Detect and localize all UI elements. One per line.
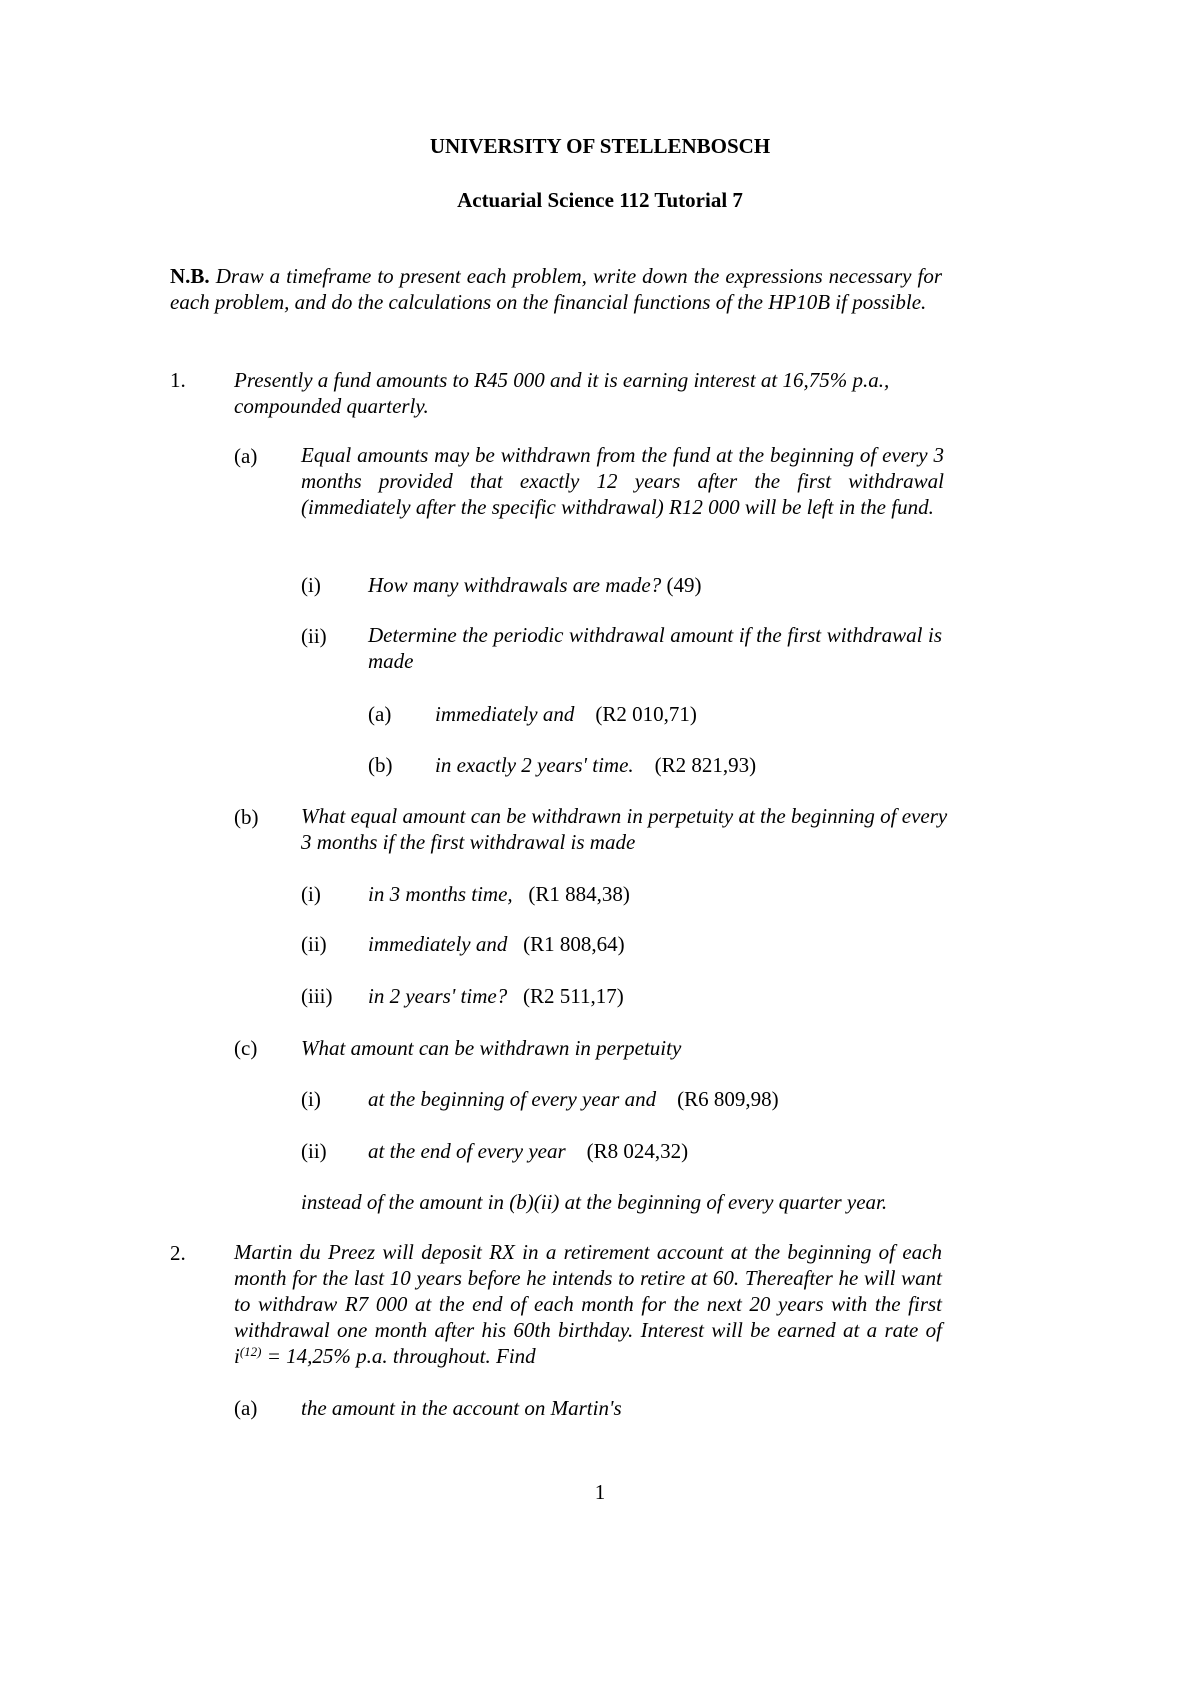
q1cii-item xyxy=(368,1137,944,1165)
page-number: 1 xyxy=(594,1480,606,1504)
q1-intro-line2: compounded quarterly. xyxy=(234,394,429,418)
q1c-closing: instead of the amount in (b)(ii) at the beginning of every quarter year. xyxy=(301,1190,888,1214)
q1b-label: (b) xyxy=(234,805,259,829)
q1ai-item xyxy=(368,571,944,599)
q2a-text: the amount in the account on Martin's xyxy=(301,1396,622,1420)
q1bii-text: immediately and xyxy=(368,932,508,956)
q1bii-answer: (R1 808,64) xyxy=(523,932,625,956)
q1ci-answer: (R6 809,98) xyxy=(677,1087,779,1111)
q2-text-main: Martin du Preez will deposit RX in a retirement account at the beginning of each month for the last 10 years before he intends to retire at 60. Thereafter he will want to withdraw R7 000 at the end of each month for the next 20 years with the first withdrawal one month after his 60th birthday. Interest will be earned at a rate of i xyxy=(234,1240,942,1368)
q1aii-text: Determine the periodic withdrawal amount if the first withdrawal is made xyxy=(368,623,942,673)
tutorial-title: Actuarial Science 112 Tutorial 7 xyxy=(457,188,743,212)
q1aiib-text: in exactly 2 years' time. xyxy=(435,753,634,777)
q1-number: 1. xyxy=(170,368,186,392)
q1a-label: (a) xyxy=(234,444,258,468)
q1ai-answer: (49) xyxy=(666,573,702,597)
q2-text-tail: = 14,25% p.a. throughout. Find xyxy=(261,1344,536,1368)
university-title: UNIVERSITY OF STELLENBOSCH xyxy=(429,134,771,158)
q1biii-answer: (R2 511,17) xyxy=(522,984,624,1008)
q1-intro-line1: Presently a fund amounts to R45 000 and it is earning interest at 16,75% p.a., xyxy=(234,368,890,392)
q1aiia-text: immediately and xyxy=(435,702,575,726)
q1a-text: Equal amounts may be withdrawn from the fund at the beginning of every 3 months provided that exactly 12 years after the first withdrawal (immediately after the specific withdrawal) R12 000 will be left in the fund. xyxy=(301,443,944,519)
q1bi-item xyxy=(368,880,944,908)
q1ci-label: (i) xyxy=(301,1087,321,1111)
q1biii-text: in 2 years' time? xyxy=(368,984,508,1008)
q1cii-text: at the end of every year xyxy=(368,1139,566,1163)
q1biii-label: (iii) xyxy=(301,984,333,1008)
q1ci-text: at the beginning of every year and xyxy=(368,1087,657,1111)
q1aiia-item xyxy=(435,700,935,728)
q1aii-label: (ii) xyxy=(301,624,327,648)
q1cii-label: (ii) xyxy=(301,1139,327,1163)
nb-text: Draw a timeframe to present each problem, write down the expressions necessary for each problem, and do the calculations on the financial functions of the HP10B if possible. xyxy=(170,264,943,314)
q1b-text: What equal amount can be withdrawn in perpetuity at the beginning of every 3 months if the first withdrawal is made xyxy=(301,804,948,854)
q1ai-label: (i) xyxy=(301,573,321,597)
q1biii-item xyxy=(368,982,944,1010)
q1c-text: What amount can be withdrawn in perpetuity xyxy=(301,1036,682,1060)
q2a-label: (a) xyxy=(234,1396,258,1420)
q2-rate-superscript: (12) xyxy=(239,1344,262,1359)
q1ai-text: How many withdrawals are made? xyxy=(368,573,662,597)
q1bii-label: (ii) xyxy=(301,932,327,956)
q1aiib-item xyxy=(435,751,935,779)
q1bi-label: (i) xyxy=(301,882,321,906)
q1bii-item xyxy=(368,930,944,958)
q1aiia-label: (a) xyxy=(368,702,392,726)
q1cii-answer: (R8 024,32) xyxy=(586,1139,689,1163)
nb-label: N.B. xyxy=(170,264,210,288)
q1bi-text: in 3 months time, xyxy=(368,882,513,906)
q1aiia-answer: (R2 010,71) xyxy=(595,702,697,726)
q1aiib-answer: (R2 821,93) xyxy=(654,753,757,777)
q1c-label: (c) xyxy=(234,1036,258,1060)
q1bi-answer: (R1 884,38) xyxy=(528,882,630,906)
q1aiib-label: (b) xyxy=(368,753,393,777)
q2-text xyxy=(234,1239,942,1369)
nb-paragraph xyxy=(170,263,942,315)
q1ci-item xyxy=(368,1085,944,1113)
q2-number: 2. xyxy=(170,1241,186,1265)
